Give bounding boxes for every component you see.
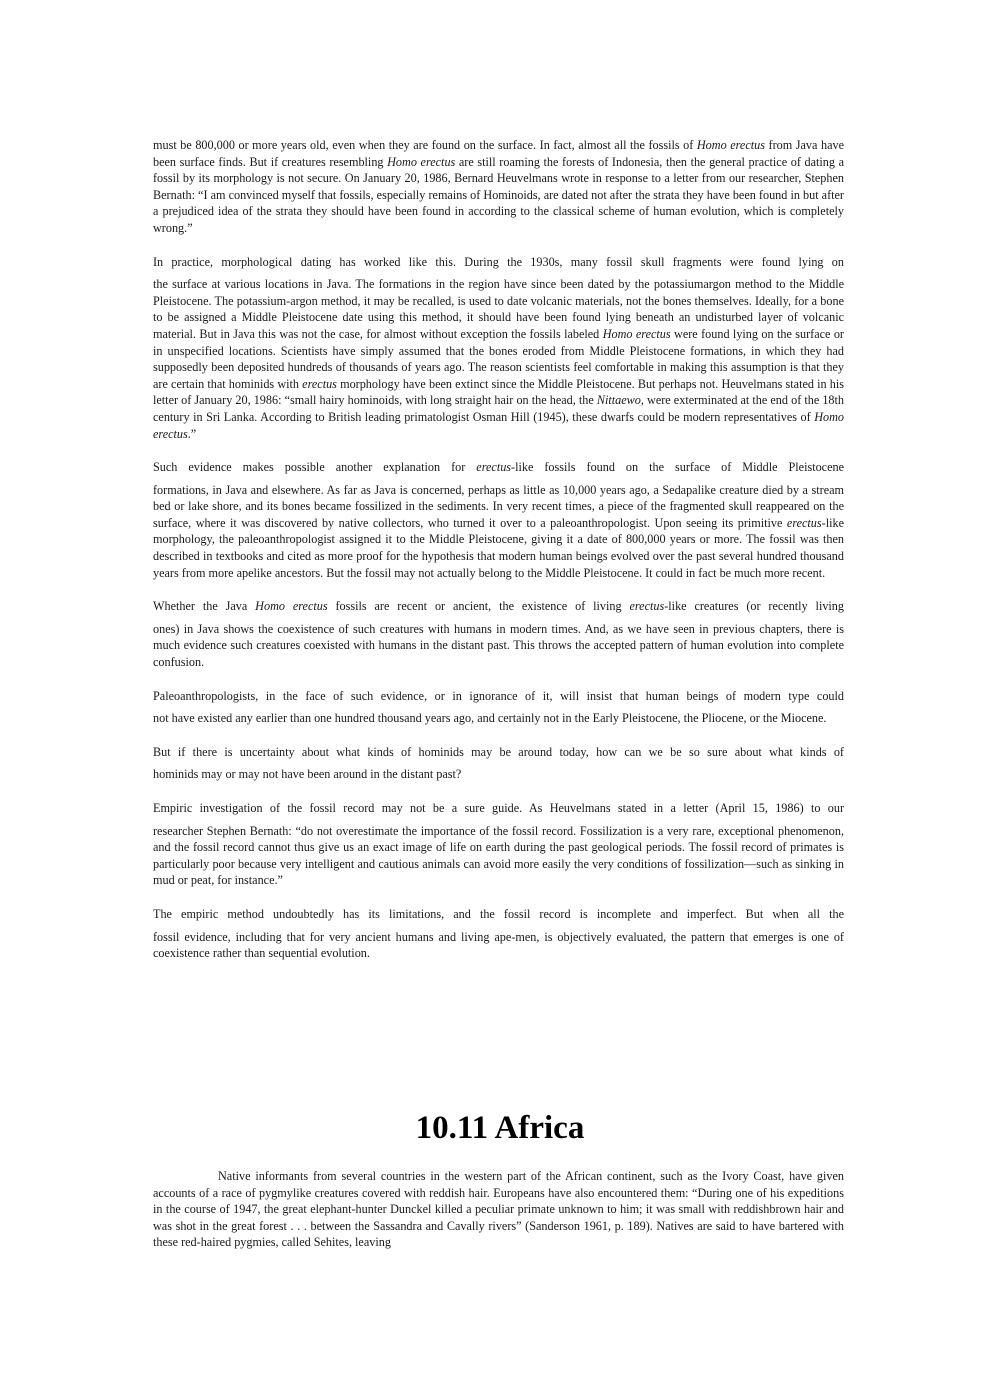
section-body: [153, 1168, 844, 1268]
italic-term: Homo erectus: [255, 599, 328, 614]
paragraph-text: fossil evidence, including that for very ancient humans and living ape-men, is objectively evaluated, the pattern that emerges is one of coexistence rather than sequential evolution.: [153, 929, 844, 961]
paragraph: [153, 688, 844, 727]
paragraph-text: hominids may or may not have been around in the distant past?: [153, 767, 462, 782]
paragraph-first-line: Whether the Java Homo erectus fossils are recent or ancient, the existence of living erectus-like creatures (or recently living: [153, 599, 844, 614]
paragraph-first-line: In practice, morphological dating has worked like this. During the 1930s, many fossil skull fragments were found lying on: [153, 254, 844, 269]
paragraph: Native informants from several countries in the western part of the African continent, such as the Ivory Coast, have given accounts of a race of pygmylike creatures covered with reddish hair. Europeans have also encountered them: “During one of his expeditions in the course of 1947, the great elephant-hunter Dunckel killed a peculiar primate unknown to him; it was small with reddishbrown hair and was shot in the great forest . . . between the Sassandra and Cavally rivers” (Sanderson 1961, p. 189). Natives are said to have bartered with these red-haired pygmies, called Sehites, leaving: [153, 1169, 844, 1250]
paragraph-first-line: Empiric investigation of the fossil record may not be a sure guide. As Heuvelmans stated in a letter (April 15, 1986) to our: [153, 801, 844, 815]
paragraph: [153, 137, 844, 237]
paragraph: [153, 459, 844, 581]
italic-term: erectus: [629, 599, 665, 614]
paragraph: [153, 800, 844, 889]
body-text: [153, 137, 844, 979]
italic-term: Homo erectus: [602, 326, 671, 341]
italic-term: Nittaewo: [596, 393, 641, 408]
italic-term: erectus: [302, 376, 337, 391]
paragraph-first-line: But if there is uncertainty about what kinds of hominids may be around today, how can we be so sure about what kinds of: [153, 744, 844, 759]
paragraph-text: must be 800,000 or more years old, even when they are found on the surface. In fact, almost all the fossils of Homo erectus from Java have been surface finds. But if creatures resembling Homo erectus are still roaming the forests of Indonesia, then the general practice of dating a fossil by its morphology is not secure. On January 20, 1986, Bernard Heuvelmans wrote in response to a letter from our researcher, Stephen Bernath: “I am convinced myself that fossils, especially remains of Hominoids, are dated not after the strata they have been found in but after a prejudiced idea of the strata they should have been found in according to the classical scheme of human evolution, which is completely wrong.”: [153, 138, 844, 235]
italic-term: erectus: [786, 515, 822, 530]
paragraph: [153, 744, 844, 783]
paragraph-first-line: Such evidence makes possible another explanation for erectus-like fossils found on the surface of Middle Pleistocene: [153, 460, 844, 475]
paragraph-first-line: The empiric method undoubtedly has its limitations, and the fossil record is incomplete and imperfect. But when all the: [153, 906, 844, 921]
paragraph: [153, 906, 844, 962]
paragraph-first-line: Paleoanthropologists, in the face of such evidence, or in ignorance of it, will insist that human beings of modern type could: [153, 688, 844, 703]
paragraph-text: ones) in Java shows the coexistence of such creatures with humans in modern times. And, as we have seen in previous chapters, there is much evidence such creatures coexisted with humans in the distant past. This throws the accepted pattern of human evolution into complete confusion.: [153, 621, 844, 670]
section-heading: 10.11 Africa: [415, 1110, 585, 1146]
paragraph: [153, 598, 844, 670]
paragraph-text: formations, in Java and elsewhere. As far as Java is concerned, perhaps as little as 10,000 years ago, a Sedapalike creature died by a stream bed or lake shore, and its bones became fossilized in the sediments. In very recent times, a piece of the fragmented skull reappeared on the surface, where it was discovered by native collectors, who turned it over to a paleoanthropologist. Upon seeing its primitive erectus-like morphology, the paleoanthropologist assigned it to the Middle Pleistocene, giving it a date of 800,000 years or more. The fossil was then described in textbooks and cited as more proof for the hypothesis that modern human beings evolved over the past several hundred thousand years from more apelike ancestors. But the fossil may not actually belong to the Middle Pleistocene. It could in fact be much more recent.: [153, 482, 844, 580]
italic-term: Homo erectus: [387, 154, 456, 169]
paragraph-text: not have existed any earlier than one hundred thousand years ago, and certainly not in the Early Pleistocene, the Pliocene, or the Miocene.: [153, 711, 827, 726]
italic-term: Homo erectus: [153, 409, 844, 441]
paragraph-text: the surface at various locations in Java. The formations in the region have since been dated by the potassiumargon method to the Middle Pleistocene. The potassium-argon method, it may be recalled, is used to date volcanic materials, not the bones themselves. Ideally, for a bone to be assigned a Middle Pleistocene date using this method, it should have been found lying beneath an undisturbed layer of volcanic material. But in Java this was not the case, for almost without exception the fossils labeled Homo erectus were found lying on the surface or in unspecified locations. Scientists have simply assumed that the bones eroded from Middle Pleistocene formations, in which they had supposedly been deposited hundreds of thousands of years ago. The reason scientists feel comfortable in making this assumption is that they are certain that hominids with erectus morphology have been extinct since the Middle Pleistocene. But perhaps not. Heuvelmans stated in his letter of January 20, 1986: “small hairy hominoids, with long straight hair on the head, the Nittaewo, were exterminated at the end of the 18th century in Sri Lanka. According to British leading primatologist Osman Hill (1945), these dwarfs could be modern representatives of Homo erectus.”: [153, 277, 844, 441]
italic-term: erectus: [476, 460, 512, 475]
paragraph-text: researcher Stephen Bernath: “do not overestimate the importance of the fossil record. Fossilization is a very rare, exceptional phenomenon, and the fossil record cannot thus give us an exact image of life on earth during the past geological periods. The fossil record of primates is particularly poor because very intelligent and cautious animals can avoid more easily the very conditions of fossilization—such as sinking in mud or peat, for instance.”: [153, 823, 844, 888]
paragraph: [153, 254, 844, 443]
italic-term: Homo erectus: [696, 138, 765, 152]
